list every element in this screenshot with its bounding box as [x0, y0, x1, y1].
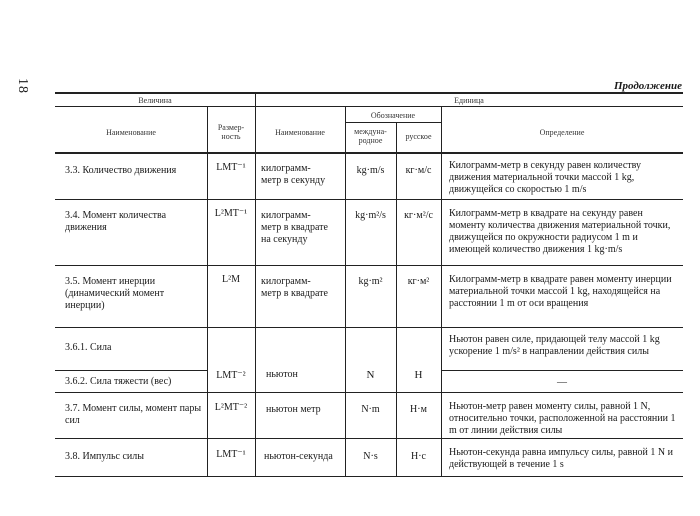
quantity-name: 3.7. Момент силы, момент пары сил	[65, 403, 202, 426]
unit-name: килограмм- метр в квадрате на секунду	[261, 210, 328, 245]
symbol-international: N	[366, 369, 375, 381]
symbol-international: N·m	[361, 404, 380, 415]
symbol-international: kg·m/s	[356, 165, 385, 176]
symbol-international: kg·m²	[358, 276, 383, 287]
dimension-formula: LMT⁻²	[216, 370, 246, 381]
unit-name: килограмм- метр в секунду	[261, 163, 326, 186]
symbol-russian: Н·с	[411, 451, 426, 462]
row-rule	[55, 392, 683, 393]
column-rule	[345, 106, 346, 476]
header-quantity-group: Величина	[138, 96, 172, 105]
row-rule	[55, 265, 683, 266]
unit-name: ньютон	[266, 369, 298, 380]
quantity-name: 3.6.1. Сила	[65, 342, 112, 353]
symbol-russian: кг·м/с	[405, 165, 432, 176]
dimension-formula: L²M	[222, 274, 240, 285]
quantity-name: 3.8. Импульс силы	[65, 451, 144, 462]
row-rule	[55, 438, 683, 439]
symbol-international: kg·m²/s	[355, 210, 386, 221]
header-name: Наименование	[106, 128, 156, 137]
symbol-russian: кг·м²/с	[404, 210, 433, 221]
table-top-rule	[55, 92, 683, 94]
dimension-formula: L²MT⁻¹	[214, 208, 248, 219]
unit-definition: Килограмм-метр в квадрате на секунду равен моменту количества движения материальной точки, движущейся по окружности радиусом 1 m и имеющей количество движения 1 kg·m/s	[449, 208, 671, 255]
header-dimension: Размер- ность	[217, 123, 245, 141]
symbol-russian: кг·м²	[407, 276, 430, 287]
header-bottom-rule	[55, 152, 683, 154]
dimension-formula: L²MT⁻²	[214, 402, 248, 413]
unit-definition: Ньютон равен силе, придающей телу массой 1 kg ускорение 1 m/s² в направлении действия силы	[449, 334, 660, 357]
header-definition: Определение	[539, 128, 585, 137]
symbol-russian: Н·м	[410, 404, 427, 415]
unit-definition: Ньютон-секунда равна импульсу силы, равной 1 N и действующей в течение 1 s	[449, 447, 673, 470]
unit-definition: Ньютон-метр равен моменту силы, равной 1 N, относительно точки, расположенной на расстоянии 1 m от линии действия силы	[449, 401, 676, 436]
dimension-formula: LMT⁻¹	[216, 449, 246, 460]
designation-rule	[345, 122, 441, 123]
unit-name: ньютон-секунда	[264, 451, 333, 462]
header-russian: русское	[405, 132, 432, 141]
header-unit-group: Единица	[454, 96, 484, 105]
row-rule	[55, 199, 683, 200]
column-rule	[255, 92, 256, 476]
row-rule-partial-left	[55, 370, 207, 371]
dimension-formula: LMT⁻¹	[216, 162, 246, 173]
symbol-international: N·s	[363, 451, 378, 462]
quantity-name: 3.3. Количество движения	[65, 165, 177, 176]
row-rule-partial-right	[441, 370, 683, 371]
column-rule	[441, 106, 442, 476]
header-international: междуна- родное	[354, 127, 387, 145]
header-group-rule	[55, 106, 683, 107]
header-designation-group: Обозначение	[370, 111, 416, 120]
symbol-russian: Н	[414, 369, 423, 381]
unit-definition: Килограмм-метр в секунду равен количеству движения материальной точки массой 1 kg, движущейся со скоростью 1 m/s	[449, 160, 642, 195]
table-bottom-rule	[55, 476, 683, 477]
unit-name: ньютон метр	[266, 404, 321, 415]
unit-name: килограмм- метр в квадрате	[261, 276, 328, 299]
quantity-name: 3.5. Момент инерции (динамический момент инерции)	[65, 276, 165, 311]
quantity-name: 3.4. Момент количества движения	[65, 210, 167, 233]
continued-label: Продолжение	[613, 80, 682, 92]
empty-definition-dash: —	[557, 377, 567, 388]
header-unit-name: Наименование	[275, 128, 325, 137]
unit-definition: Килограмм-метр в квадрате равен моменту инерции материальной точки массой 1 kg, находящейся на расстоянии 1 m от оси вращения	[449, 274, 672, 309]
row-rule	[55, 327, 683, 328]
page-number: 18	[15, 78, 30, 94]
quantity-name: 3.6.2. Сила тяжести (вес)	[65, 376, 172, 387]
